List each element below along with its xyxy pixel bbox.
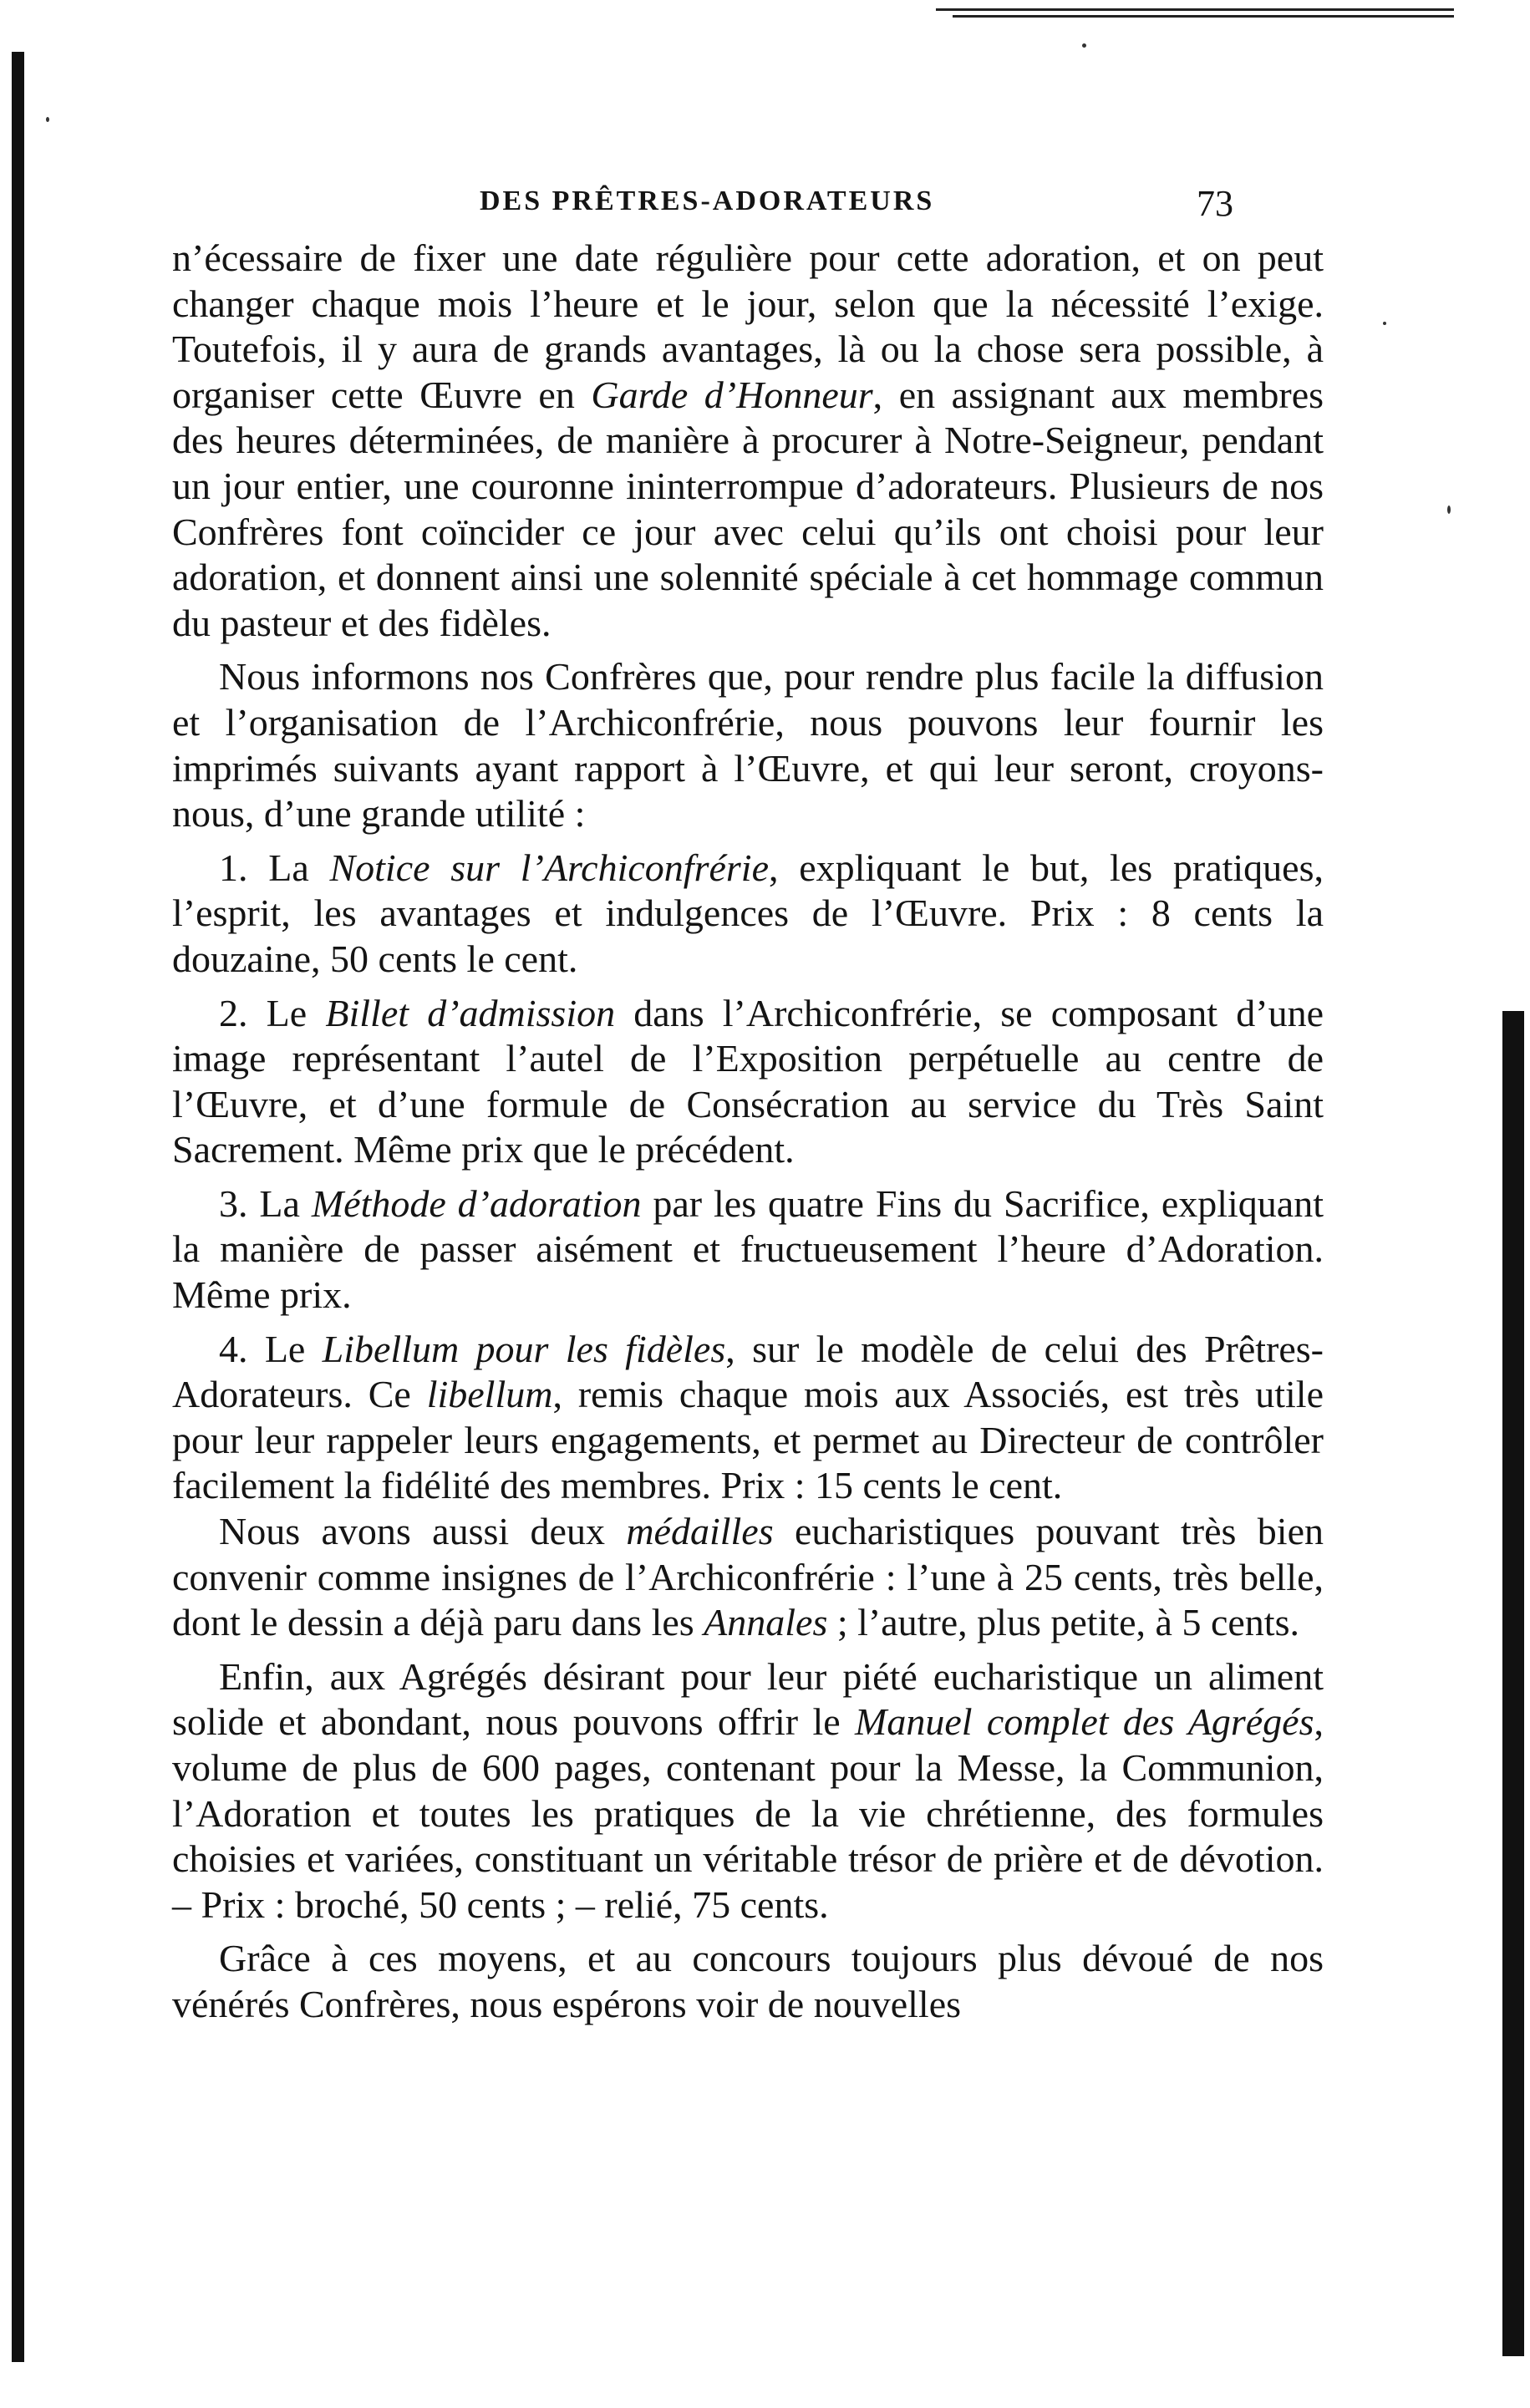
text-run: , volume de plus de 600 pages, contenant pour la Messe, la Communion, l’Adoration et toutes les pratiques de la vie chrétienne, des formules choisies et variées, constituant un véritable trésor de prière et de dévotion. – Prix : broché, 50 cents ; – relié, 75 cents. <box>172 1700 1324 1926</box>
italic-title: Manuel complet des Agrégés <box>855 1700 1314 1744</box>
scan-edge-right <box>1502 1011 1524 2356</box>
italic-term: Annales <box>704 1601 828 1644</box>
list-item <box>172 1327 1324 1509</box>
list-number: 2. Le <box>219 991 326 1034</box>
italic-title: Billet d’admission <box>325 991 616 1034</box>
paragraph <box>172 236 1324 646</box>
text-run: ; l’autre, plus petite, à 5 cents. <box>827 1601 1299 1644</box>
running-head: DES PRÊTRES-ADORATEURS <box>480 185 935 216</box>
text-run: , expliquant le but, les pratiques, l’esprit, les avantages et indulgences de l’Œuvre. Prix : 8 cents la douzaine, 50 cents le cent. <box>172 846 1324 980</box>
paragraph <box>172 1509 1324 1646</box>
text-run: dans l’Archiconfrérie, se composant d’une image représentant l’autel de l’Exposition perpétuelle au centre de l’Œuvre, et d’une formule de Consécration au service du Très Saint Sacrement. Même prix que le précédent. <box>172 991 1324 1171</box>
text-run: eucharistiques pouvant très bien convenir comme insignes de l’Archiconfrérie : l’une à 25 cents, très belle, dont le dessin a déjà paru dans les <box>172 1510 1324 1644</box>
italic-term: Garde d’Honneur <box>591 373 873 416</box>
list-item <box>172 1181 1324 1318</box>
text-run: , sur le modèle de celui des Prêtres-Adorateurs. Ce <box>172 1327 1324 1416</box>
paragraph: Grâce à ces moyens, et au concours toujours plus dévoué de nos vénérés Confrères, nous espérons voir de nouvelles <box>172 1937 1324 2025</box>
list-number: 4. Le <box>219 1327 323 1370</box>
page-number: 73 <box>1197 183 1233 224</box>
text-run: Nous avons aussi deux <box>219 1510 627 1553</box>
scan-speck <box>1447 505 1451 514</box>
list-number: 3. La <box>219 1181 312 1225</box>
text-run: n’écessaire de fixer une date régulière pour cette adoration, et on peut changer chaque mois l’heure et le jour, selon que la nécessité l’exige. Toutefois, il y aura de grands avantages, là ou la chose sera possible, à organiser cette Œuvre en <box>172 236 1324 416</box>
text-run: , remis chaque mois aux Associés, est très utile pour leur rappeler leurs engagements, et permet au Directeur de contrôler facilement la fidélité des membres. Prix : 15 cents le cent. <box>172 1373 1324 1507</box>
italic-title: Notice sur l’Archiconfrérie <box>329 846 769 889</box>
list-number: 1. La <box>219 846 330 889</box>
scan-rule-top-2 <box>953 15 1454 18</box>
italic-title: Libellum pour les fidèles <box>322 1327 726 1370</box>
page-body <box>172 236 1324 2028</box>
italic-term: libellum <box>426 1373 553 1416</box>
scan-edge-left <box>12 52 24 2362</box>
paragraph <box>172 1654 1324 1928</box>
text-run: par les quatre Fins du Sacrifice, expliquant la manière de passer aisément et fructueusement l’heure d’Adoration. Même prix. <box>172 1181 1324 1317</box>
list-item <box>172 846 1324 983</box>
scan-speck <box>1082 43 1086 48</box>
paragraph: Nous informons nos Confrères que, pour rendre plus facile la diffusion et l’organisation de l’Archiconfrérie, nous pouvons leur fournir les imprimés suivants ayant rapport à l’Œuvre, et qui leur seront, croyons-nous, d’une grande utilité : <box>172 655 1324 836</box>
italic-title: Méthode d’adoration <box>311 1181 642 1225</box>
scan-speck <box>1383 322 1386 325</box>
scan-speck <box>46 117 49 122</box>
italic-term: médailles <box>626 1510 774 1553</box>
text-run: , en assignant aux membres des heures déterminées, de manière à procurer à Notre-Seigneur, pendant un jour entier, une couronne ininterrompue d’adorateurs. Plusieurs de nos Confrères font coïncider ce jour avec celui qu’ils ont choisi pour leur adoration, et donnent ainsi une solennité spéciale à cet hommage commun du pasteur et des fidèles. <box>172 373 1324 644</box>
scan-rule-top <box>936 8 1454 11</box>
text-run: Enfin, aux Agrégés désirant pour leur piété eucharistique un aliment solide et abondant, nous pouvons offrir le <box>172 1654 1324 1744</box>
list-item <box>172 991 1324 1173</box>
